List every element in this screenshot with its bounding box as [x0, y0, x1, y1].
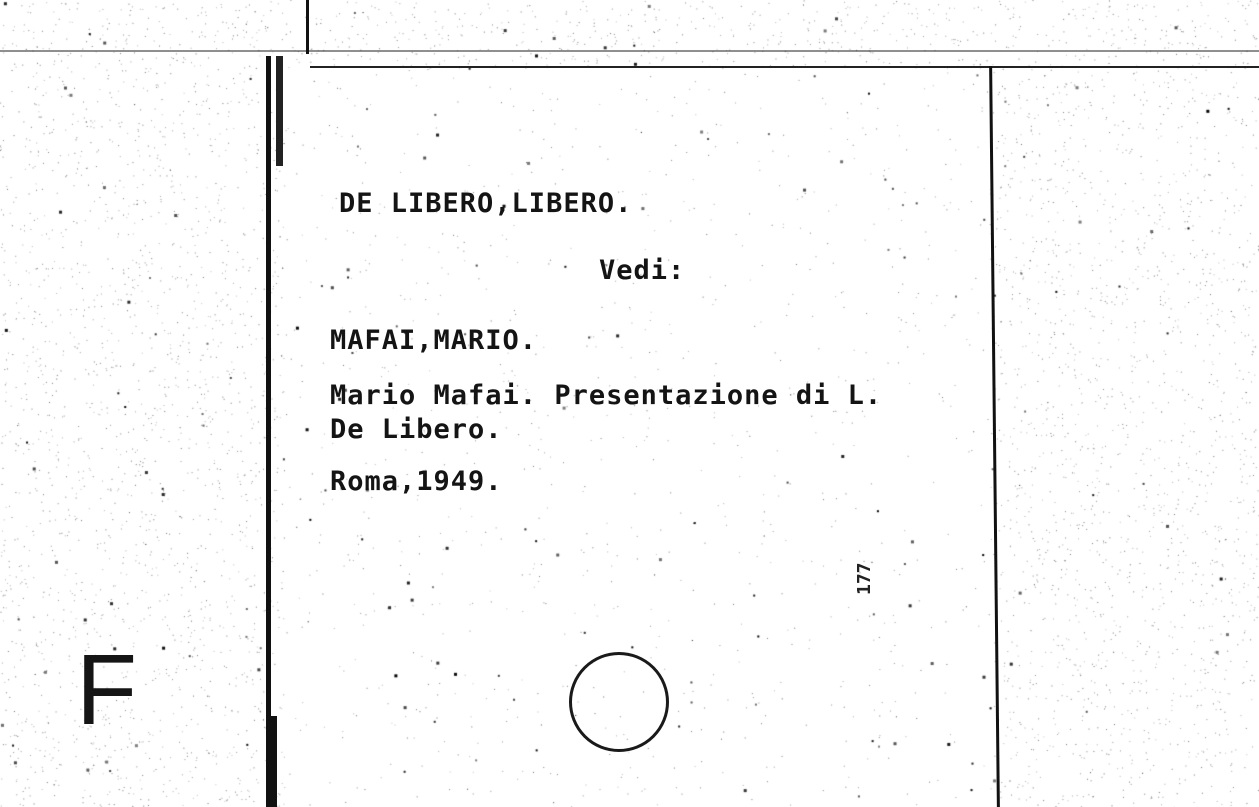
- drawer-index-letter: F: [76, 634, 138, 746]
- card-left-edge-shadow-bottom: [271, 716, 277, 807]
- reference-author: MAFAI,MARIO.: [330, 325, 538, 356]
- card-top-edge: [310, 66, 1259, 68]
- see-also-label: Vedi:: [599, 255, 686, 286]
- card-heading: DE LIBERO,LIBERO.: [339, 188, 633, 219]
- previous-card-divider: [306, 0, 309, 54]
- card-left-edge-shadow: [276, 56, 283, 166]
- reference-title-line-1: Mario Mafai. Presentazione di L.: [330, 380, 883, 411]
- card-left-edge: [266, 56, 271, 807]
- reference-title-line-2: De Libero.: [330, 414, 503, 445]
- call-number-stamp: 177: [854, 562, 875, 596]
- reference-imprint: Roma,1949.: [330, 466, 503, 497]
- card-punch-hole: [569, 652, 669, 752]
- previous-card-edge: [0, 50, 1259, 52]
